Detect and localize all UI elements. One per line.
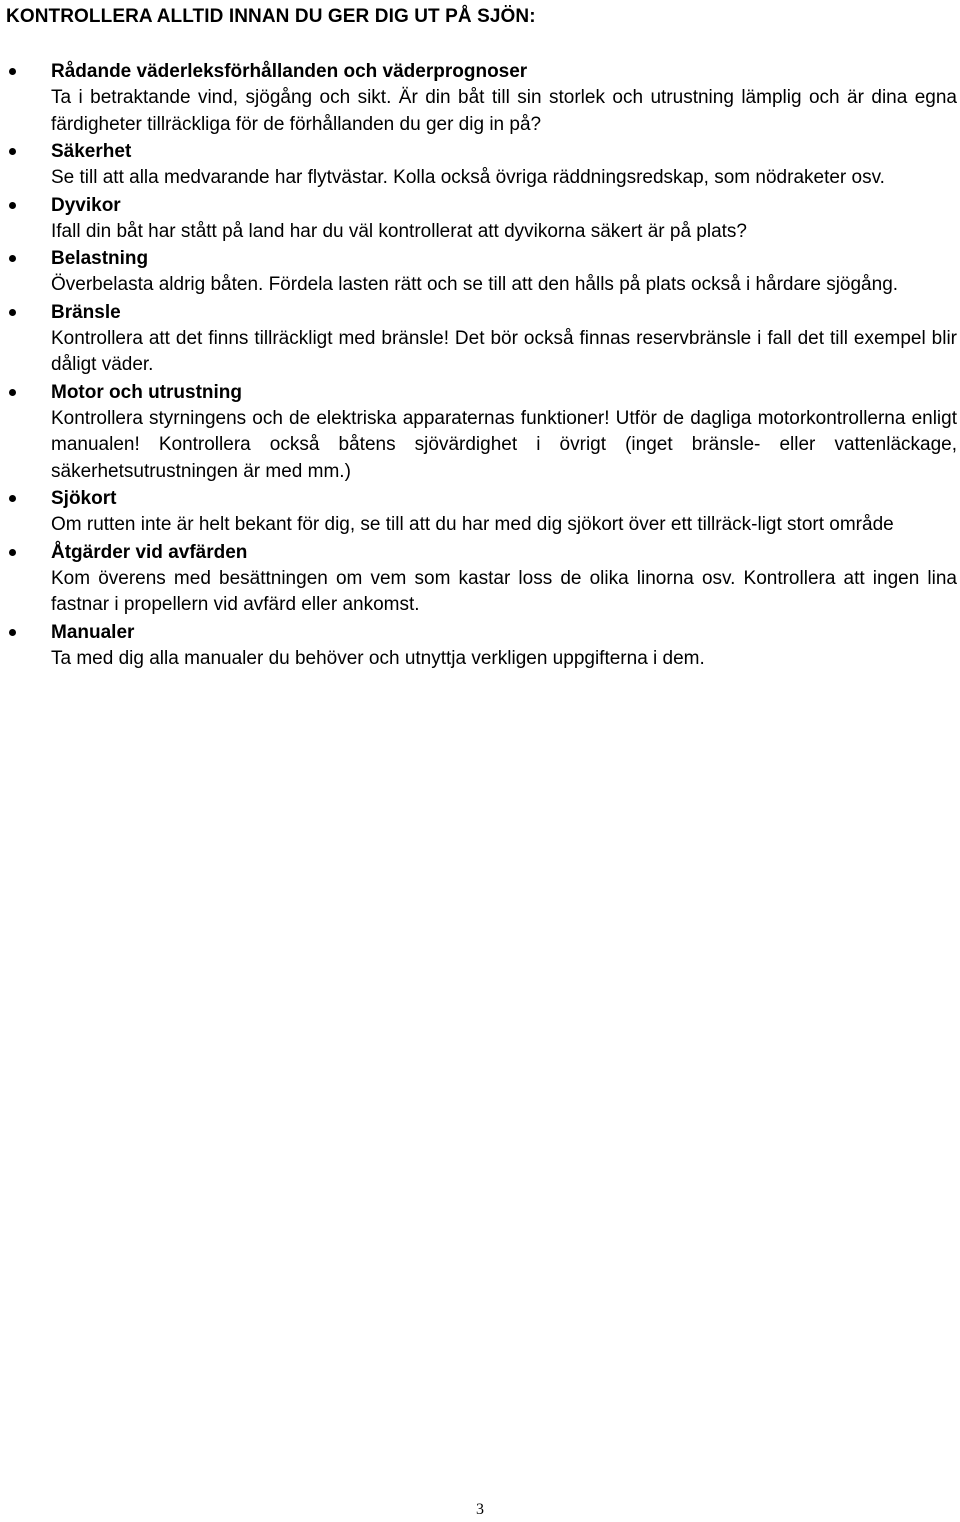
- item-heading: Belastning: [51, 248, 149, 269]
- bullet-icon: [9, 255, 16, 262]
- bullet-icon: [9, 549, 16, 556]
- checklist-item-manuals: [0, 619, 960, 673]
- item-text: Ifall din båt har stått på land har du väl kontrollerat att dyvikorna säkert är på plats?: [51, 220, 747, 242]
- bullet-icon: [9, 68, 16, 75]
- bullet-icon: [9, 148, 16, 155]
- checklist-item-charts: [0, 485, 960, 539]
- item-heading: Motor och utrustning: [51, 381, 243, 403]
- checklist-item-safety: [0, 138, 960, 192]
- item-text: Överbelasta aldrig båten. Fördela lasten rätt och se till att den hålls på plats också i hårdare sjögång.: [51, 274, 899, 295]
- bullet-icon: [9, 389, 16, 396]
- item-text: Se till att alla medvarande har flytvästar. Kolla också övriga räddningsredskap, som nödraketer osv.: [51, 167, 885, 188]
- item-heading: Rådande väderleksförhållanden och väderprognoser: [51, 61, 528, 82]
- checklist-item-fuel: [0, 299, 960, 379]
- item-heading: Sjökort: [51, 488, 117, 509]
- checklist-item-weather: [0, 58, 960, 138]
- page-title: KONTROLLERA ALLTID INNAN DU GER DIG UT PÅ SJÖN:: [6, 6, 536, 27]
- item-text: Om rutten inte är helt bekant för dig, se till att du har med dig sjökort över ett tillräck-ligt stort område: [51, 514, 894, 535]
- item-heading: Åtgärder vid avfärden: [51, 541, 248, 563]
- bullet-icon: [9, 202, 16, 209]
- bullet-icon: [9, 495, 16, 502]
- checklist-item-load: [0, 245, 960, 299]
- page-number: 3: [476, 1501, 484, 1518]
- bullet-icon: [9, 629, 16, 636]
- item-heading: Dyvikor: [51, 194, 121, 216]
- item-text: Ta i betraktande vind, sjögång och sikt. Är din båt till sin storlek och utrustning lämplig och är dina egna färdigheter tillräckliga för de förhållanden du ger dig in på?: [51, 87, 957, 135]
- item-text: Ta med dig alla manualer du behöver och utnyttja verkligen uppgifterna i dem.: [51, 647, 705, 669]
- item-heading: Säkerhet: [51, 141, 132, 162]
- checklist: [0, 58, 960, 672]
- bullet-icon: [9, 309, 16, 316]
- item-text: Kom överens med besättningen om vem som kastar loss de olika linorna osv. Kontrollera att ingen lina fastnar i propellern vid avfärd eller ankomst.: [51, 567, 957, 615]
- checklist-item-departure: [0, 539, 960, 619]
- checklist-item-engine: [0, 379, 960, 486]
- checklist-item-drain-plugs: [0, 192, 960, 246]
- item-heading: Bränsle: [51, 301, 121, 323]
- item-heading: Manualer: [51, 621, 135, 643]
- item-text: Kontrollera styrningens och de elektriska apparaternas funktioner! Utför de dagliga motorkontrollerna enligt manualen! Kontrollera också båtens sjövärdighet i övrigt (inget bränsle- eller vattenläckage, säkerhetsutrustningen är med mm.): [51, 407, 957, 482]
- item-text: Kontrollera att det finns tillräckligt med bränsle! Det bör också finnas reservbränsle i fall det till exempel blir dåligt väder.: [51, 327, 957, 375]
